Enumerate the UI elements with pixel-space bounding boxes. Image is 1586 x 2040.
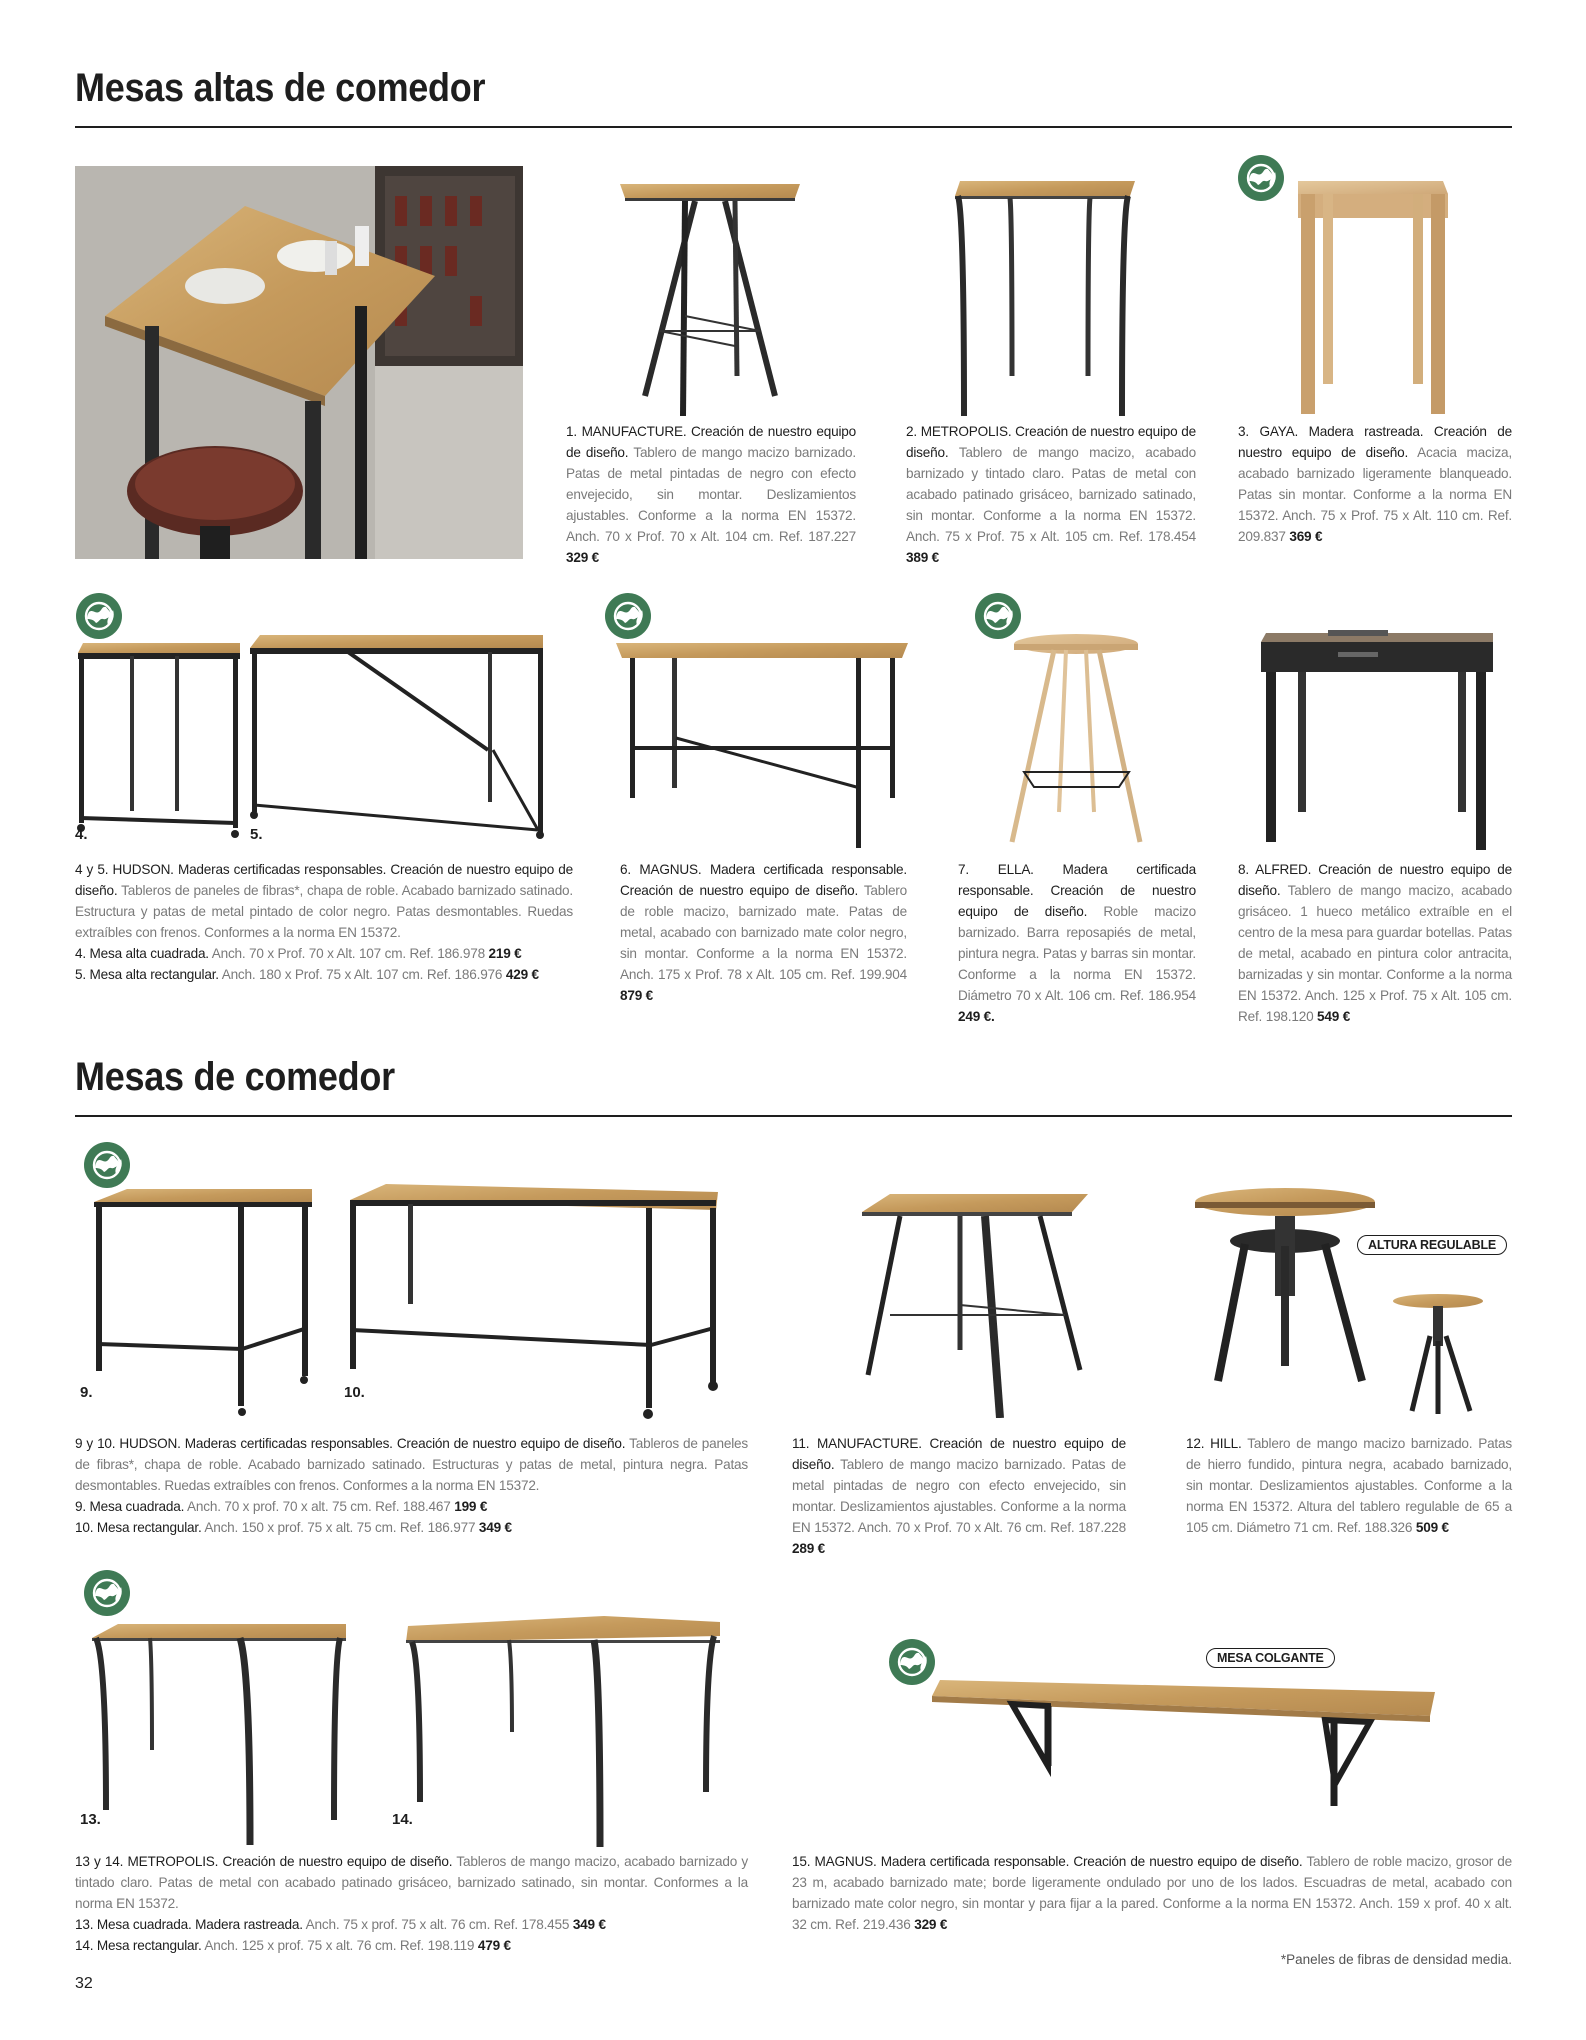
product-image-3 bbox=[1293, 176, 1453, 416]
variant-name-9: 9. Mesa cuadrada. bbox=[75, 1499, 185, 1514]
product-image-5 bbox=[248, 630, 548, 840]
variant-name-5: 5. Mesa alta rectangular. bbox=[75, 967, 219, 982]
product-head-4-5: 4 y 5. HUDSON. Maderas certificadas responsables. Creación de nuestro equipo de diseño. bbox=[75, 862, 573, 898]
product-head-8: 8. ALFRED. Creación de nuestro equipo de diseño. bbox=[1238, 862, 1512, 898]
eco-badge-icon bbox=[75, 592, 123, 640]
eco-badge-icon bbox=[1237, 154, 1285, 202]
product-price-3: 369 € bbox=[1289, 529, 1323, 544]
product-image-7 bbox=[1004, 632, 1144, 847]
variant-price-13: 349 € bbox=[572, 1917, 606, 1932]
item-number-4: 4. bbox=[75, 826, 88, 843]
product-head-2: 2. METROPOLIS. Creación de nuestro equipo de diseño. bbox=[906, 424, 1196, 460]
product-image-14 bbox=[404, 1612, 722, 1847]
variant-price-5: 429 € bbox=[505, 967, 539, 982]
product-description-7 bbox=[958, 859, 1196, 1027]
product-image-4 bbox=[75, 638, 245, 843]
product-description-9-10 bbox=[75, 1433, 748, 1538]
eco-badge-icon bbox=[604, 592, 652, 640]
product-description-11 bbox=[792, 1433, 1126, 1559]
product-description-2 bbox=[906, 421, 1196, 568]
item-number-13: 13. bbox=[80, 1811, 101, 1828]
item-number-14: 14. bbox=[392, 1811, 413, 1828]
product-image-6 bbox=[612, 638, 912, 848]
product-body-1: Tablero de mango macizo barnizado. Patas de metal pintadas de negro con efecto envejecido, sin montar. Deslizamientos ajustables. Conforme a la norma EN 15372. Anch. 70 x Prof. 70 x Alt. 104 cm. Ref. 187.227 bbox=[566, 445, 856, 544]
product-head-13-14: 13 y 14. METROPOLIS. Creación de nuestro equipo de diseño. bbox=[75, 1854, 453, 1869]
variant-name-13: 13. Mesa cuadrada. Madera rastreada. bbox=[75, 1917, 303, 1932]
product-body-13-14: Tableros de mango macizo, acabado barnizado y tintado claro. Patas de metal con acabado patinado grisáceo, barnizado satinado, sin montar. Conformes a la norma EN 15372. bbox=[75, 1854, 748, 1911]
product-head-11: 11. MANUFACTURE. Creación de nuestro equipo de diseño. bbox=[792, 1436, 1126, 1472]
product-image-12 bbox=[1190, 1186, 1490, 1416]
item-number-10: 10. bbox=[344, 1384, 365, 1401]
item-number-5: 5. bbox=[250, 826, 263, 843]
product-head-7: 7. ELLA. Madera certificada responsable. Creación de nuestro equipo de diseño. bbox=[958, 862, 1196, 919]
variant-name-14: 14. Mesa rectangular. bbox=[75, 1938, 202, 1953]
variant-spec-13: Anch. 75 x prof. 75 x alt. 76 cm. Ref. 178.455 bbox=[305, 1917, 570, 1932]
product-image-9 bbox=[92, 1184, 317, 1416]
product-body-7: Roble macizo barnizado. Barra reposapiés de metal, pintura negra. Patas y barras sin montar. Conforme a la norma EN 15372. Diámetro 70 x Alt. 106 cm. Ref. 186.954 bbox=[958, 904, 1197, 1003]
product-price-6: 879 € bbox=[620, 988, 654, 1003]
product-head-15: 15. MAGNUS. Madera certificada responsable. Creación de nuestro equipo de diseño. bbox=[792, 1854, 1303, 1869]
product-price-8: 549 € bbox=[1317, 1009, 1351, 1024]
lifestyle-photo bbox=[75, 166, 523, 559]
product-price-11: 289 € bbox=[792, 1541, 826, 1556]
eco-badge-icon bbox=[83, 1141, 131, 1189]
product-body-2: Tablero de mango macizo, acabado barnizado y tintado claro. Patas de metal con acabado patinado grisáceo, barnizado satinado, sin montar. Conforme a la norma EN 15372. Anch. 75 x Prof. 75 x Alt. 105 cm. Ref. 178.454 bbox=[906, 445, 1196, 544]
variant-spec-9: Anch. 70 x prof. 70 x alt. 75 cm. Ref. 188.467 bbox=[187, 1499, 451, 1514]
item-number-9: 9. bbox=[80, 1384, 93, 1401]
product-price-1: 329 € bbox=[566, 550, 600, 565]
variant-spec-10: Anch. 150 x prof. 75 x alt. 75 cm. Ref. 186.977 bbox=[204, 1520, 476, 1535]
product-description-3 bbox=[1238, 421, 1512, 547]
footnote: *Paneles de fibras de densidad media. bbox=[1280, 1952, 1512, 1967]
section-title-dining-tables: Mesas de comedor bbox=[75, 1055, 395, 1099]
variant-price-10: 349 € bbox=[478, 1520, 512, 1535]
product-image-11 bbox=[860, 1190, 1090, 1418]
variant-spec-5: Anch. 180 x Prof. 75 x Alt. 107 cm. Ref. 186.976 bbox=[221, 967, 503, 982]
product-image-13 bbox=[90, 1620, 350, 1845]
product-head-1: 1. MANUFACTURE. Creación de nuestro equipo de diseño. bbox=[566, 424, 856, 460]
product-image-1 bbox=[615, 176, 805, 416]
product-body-9-10: Tableros de paneles de fibras*, chapa de roble. Acabado barnizado satinado. Estructuras y patas de metal, pintura negra. Patas desmontables. Ruedas extraíbles con frenos. Conformes a la norma EN 15372. bbox=[75, 1436, 748, 1493]
product-description-6 bbox=[620, 859, 907, 1006]
variant-name-4: 4. Mesa alta cuadrada. bbox=[75, 946, 209, 961]
section-rule bbox=[75, 1115, 1512, 1117]
product-image-15 bbox=[930, 1674, 1440, 1812]
product-description-15 bbox=[792, 1851, 1512, 1935]
product-description-13-14 bbox=[75, 1851, 748, 1956]
section-rule bbox=[75, 126, 1512, 128]
product-body-6: Tablero de roble macizo, barnizado mate. Patas de metal, acabado con barnizado mate color negro, sin montar. Conforme a la norma EN 15372. Anch. 175 x Prof. 78 x Alt. 105 cm. Ref. 199.904 bbox=[620, 883, 907, 982]
badge-adjustable-height: ALTURA REGULABLE bbox=[1357, 1235, 1507, 1255]
eco-badge-icon bbox=[83, 1569, 131, 1617]
variant-name-10: 10. Mesa rectangular. bbox=[75, 1520, 202, 1535]
variant-price-14: 479 € bbox=[477, 1938, 511, 1953]
product-body-3: Acacia maciza, acabado barnizado ligeramente blanqueado. Patas sin montar. Conforme a la norma EN 15372. Anch. 75 x Prof. 75 x Alt. 110 cm. Ref. 209.837 bbox=[1238, 445, 1512, 544]
product-body-4-5: Tableros de paneles de fibras*, chapa de roble. Acabado barnizado satinado. Estructura y patas de metal pintado de color negro. Patas desmontables. Ruedas extraíbles con frenos. Conformes a la norma EN 15372. bbox=[75, 883, 573, 940]
product-body-12: Tablero de mango macizo barnizado. Patas de hierro fundido, pintura negra, acabado barnizado, sin montar. Deslizamientos ajustables. Conforme a la norma EN 15372. Altura del tablero regulable de 65 a 105 cm. Diámetro 71 cm. Ref. 188.326 bbox=[1186, 1436, 1512, 1535]
product-body-8: Tablero de mango macizo, acabado grisáceo. 1 hueco metálico extraíble en el centro de la mesa para guardar botellas. Patas de metal, acabado en pintura color antracita, barnizadas y sin montar. Conforme a la norma EN 15372. Anch. 125 x Prof. 75 x Alt. 105 cm. Ref. 198.120 bbox=[1238, 883, 1512, 1024]
product-head-9-10: 9 y 10. HUDSON. Maderas certificadas responsables. Creación de nuestro equipo de diseño. bbox=[75, 1436, 626, 1451]
product-image-8 bbox=[1258, 628, 1498, 850]
product-body-11: Tablero de mango macizo barnizado. Patas de metal pintadas de negro con efecto envejecido, sin montar. Deslizamientos ajustables. Conforme a la norma EN 15372. Anch. 70 x Prof. 70 x Alt. 76 cm. Ref. 187.228 bbox=[792, 1457, 1126, 1535]
product-price-7: 249 €. bbox=[958, 1009, 995, 1024]
variant-spec-4: Anch. 70 x Prof. 70 x Alt. 107 cm. Ref. 186.978 bbox=[211, 946, 485, 961]
product-head-12: 12. HILL. bbox=[1186, 1436, 1242, 1451]
variant-spec-14: Anch. 125 x prof. 75 x alt. 76 cm. Ref. 198.119 bbox=[204, 1938, 475, 1953]
product-description-12 bbox=[1186, 1433, 1512, 1538]
product-image-2 bbox=[950, 176, 1140, 421]
page-number: 32 bbox=[75, 1975, 93, 1992]
product-body-15: Tablero de roble macizo, grosor de 23 m, acabado barnizado mate; borde ligeramente ondulado por uno de los lados. Escuadras de metal, acabado con barnizado mate color negro, sin montar y para fijar a la pared. Conforme a la norma EN 15372. Anch. 159 x prof. 40 x alt. 32 cm. Ref. 219.436 bbox=[792, 1854, 1512, 1932]
product-description-1 bbox=[566, 421, 856, 568]
eco-badge-icon bbox=[888, 1638, 936, 1686]
product-description-4-5 bbox=[75, 859, 573, 985]
product-price-2: 389 € bbox=[906, 550, 940, 565]
product-head-3: 3. GAYA. Madera rastreada. Creación de nuestro equipo de diseño. bbox=[1238, 424, 1512, 460]
variant-price-9: 199 € bbox=[454, 1499, 488, 1514]
product-price-15: 329 € bbox=[914, 1917, 948, 1932]
variant-price-4: 219 € bbox=[488, 946, 522, 961]
product-price-12: 509 € bbox=[1415, 1520, 1449, 1535]
section-title-high-tables: Mesas altas de comedor bbox=[75, 66, 486, 110]
product-description-8 bbox=[1238, 859, 1512, 1027]
badge-wall-table: MESA COLGANTE bbox=[1206, 1648, 1335, 1668]
product-head-6: 6. MAGNUS. Madera certificada responsable. Creación de nuestro equipo de diseño. bbox=[620, 862, 907, 898]
product-image-10 bbox=[346, 1180, 721, 1420]
